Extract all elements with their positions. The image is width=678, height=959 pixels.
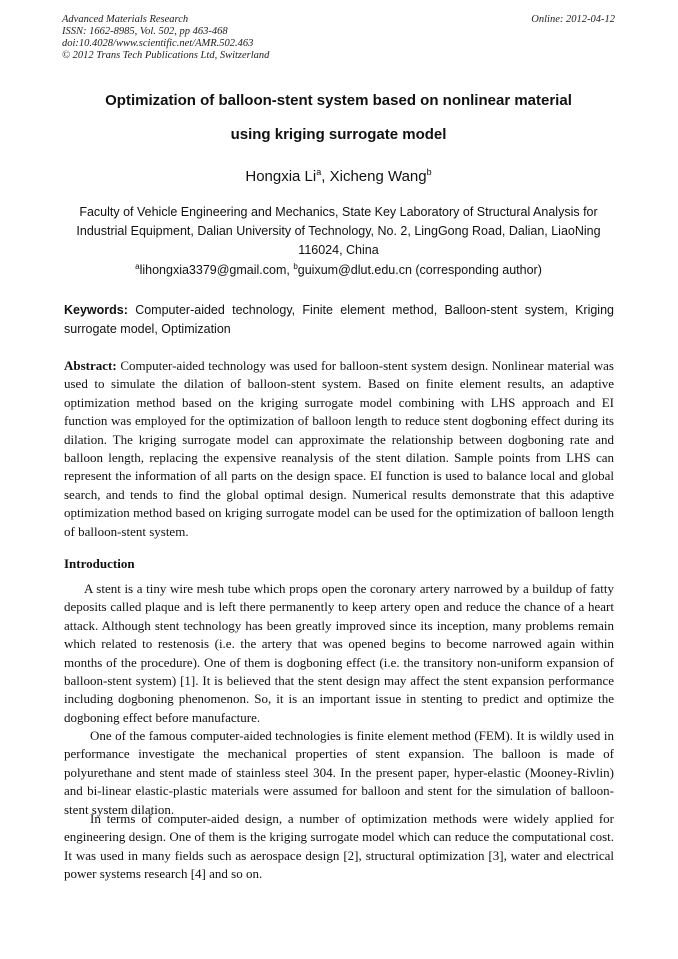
introduction-paragraph-2: One of the famous computer-aided technologies is finite element method (FEM). It is wildly used in performance investigate the mechanical properties of stent expansion. The balloon is made of polyurethane and stent made of stainless steel 304. In the present paper, hyper-elastic (Mooney-Rivlin) and bi-linear elastic-plastic materials were assumed for balloon and stent for the simulation of balloon-stent system dilation. [64,728,614,817]
paper-title-line-2: using kriging surrogate model [230,126,447,143]
keywords [64,301,614,339]
email-b: guixum@dlut.edu.cn (corresponding author) [297,263,542,278]
keywords-label: Keywords: [64,303,128,317]
keywords-text: Computer-aided technology, Finite element method, Balloon-stent system, Kriging surrogate model, Optimization [64,303,614,336]
author-1-affil-mark: a [316,167,322,177]
email-a-mark: a [135,262,140,271]
author-emails [62,262,615,277]
introduction-paragraph-3: In terms of computer-aided design, a number of optimization methods were widely applied for engineering design. One of them is the kriging surrogate model which can reduce the computational cost. It was used in many fields such as aerospace design [2], structural optimization [3], water and electrical power systems research [4] and so on. [64,811,614,882]
author-separator: , [321,168,330,185]
email-a: lihongxia3379@gmail.com, [139,263,294,278]
affiliation: Faculty of Vehicle Engineering and Mechanics, State Key Laboratory of Structural Analysis for Industrial Equipment, Dalian University of Technology, No. 2, LingGong Road, Dalian, LiaoNing 116024, China [76,205,601,257]
introduction-heading: Introduction [64,556,135,571]
introduction-paragraph-1: A stent is a tiny wire mesh tube which props open the coronary artery narrowed by a buildup of fatty deposits called plaque and is left there permanently to keep artery open and reduce the chance of a heart attack. Although stent technology has been greatly improved since its inception, many problems remain which related to restenosis (i.e. the artery that was opened begins to become narrowed again within months of the procedure). One of them is dogboning effect (i.e. the transitory non-uniform expansion of balloon-stent system) [1]. It is believed that the stent design may affect the stent expansion performance including dogboning phenomenon. So, it is an important issue in stenting to predict and optimize the dogboning effect before manufacture. [64,581,614,725]
abstract-text: Computer-aided technology was used for balloon-stent system design. Nonlinear material was used to simulate the dilation of balloon-stent system. Based on finite element results, an adaptive optimization method based on the kriging surrogate model combining with LHS approach and EI function was employed for the optimization of balloon length to reduce stent dogboning effect during its dilation. The kriging surrogate model can approximate the relationship between dogboning rate and balloon length, replacing the expensive reanalysis of the stent dilation. Sample points from LHS can represent the information of all parts on the design space. EI function is used to balance local and global search, and tends to find the global optimal design. Numerical results demonstrate that this adaptive optimization method based on kriging surrogate model can be used for the optimization of balloon length of balloon-stent system. [64,358,614,539]
author-1: Hongxia Li [245,168,317,185]
abstract-label: Abstract: [64,358,117,373]
author-list [62,167,615,185]
doi-line: doi:10.4028/www.scientific.net/AMR.502.463 [62,38,254,49]
copyright-line: © 2012 Trans Tech Publications Ltd, Switzerland [62,50,270,61]
abstract [64,357,614,541]
journal-name: Advanced Materials Research [62,14,189,25]
author-2-affil-mark: b [426,167,432,177]
email-b-mark: b [293,262,298,271]
author-2: Xicheng Wang [329,168,427,185]
issn-line: ISSN: 1662-8985, Vol. 502, pp 463-468 [62,26,228,37]
journal-header [62,14,615,62]
online-date: Online: 2012-04-12 [531,14,615,25]
paper-title-line-1: Optimization of balloon-stent system based on nonlinear material [105,92,572,109]
